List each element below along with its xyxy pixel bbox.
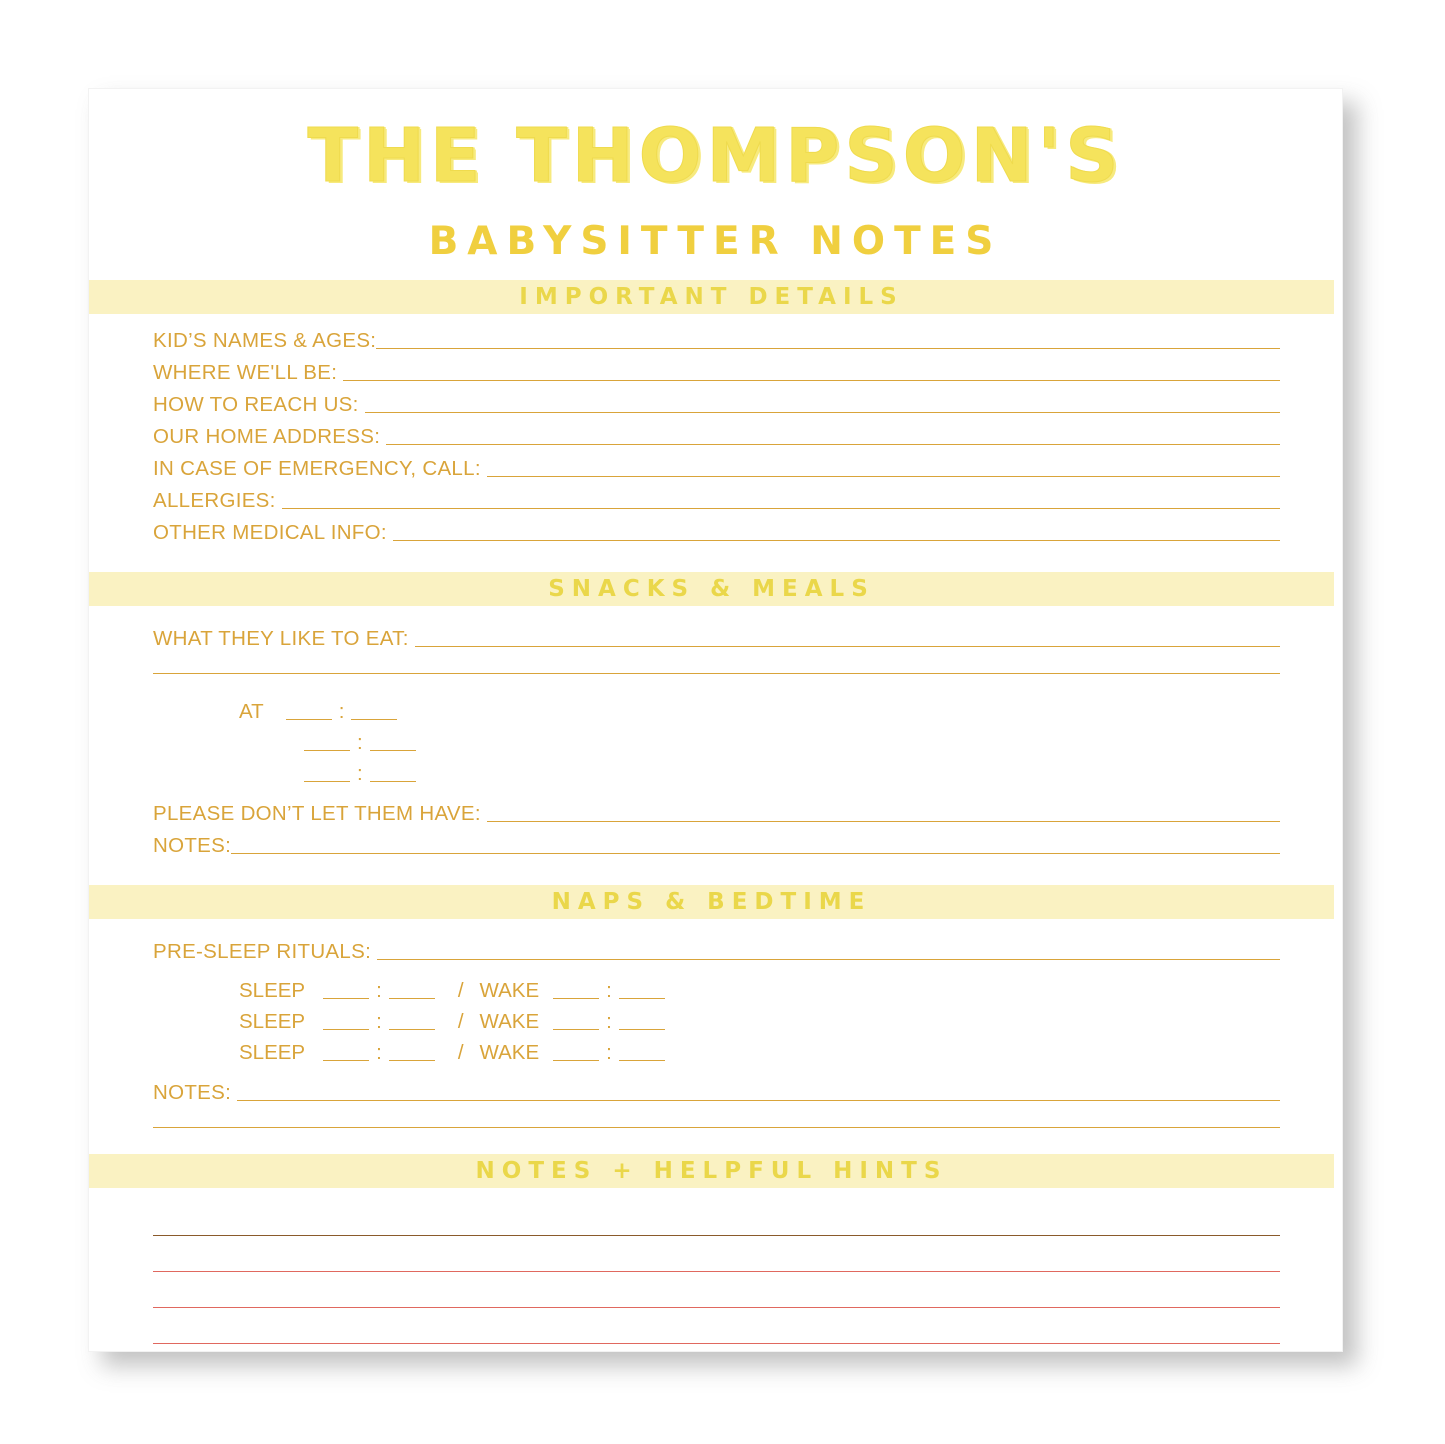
field-input-line[interactable] bbox=[343, 379, 1280, 381]
time-colon: : bbox=[357, 762, 363, 785]
hour-blank[interactable] bbox=[304, 749, 350, 751]
field-input-line[interactable] bbox=[415, 645, 1280, 647]
minute-blank[interactable] bbox=[370, 749, 416, 751]
section-body-important-details bbox=[89, 314, 1342, 572]
wake-hour-blank[interactable] bbox=[553, 1059, 599, 1061]
sleep-wake-row-3[interactable] bbox=[89, 1035, 1342, 1066]
field-input-line[interactable] bbox=[487, 820, 1280, 822]
field-please-dont-let-them-have[interactable] bbox=[89, 795, 1342, 827]
field-allergies[interactable] bbox=[89, 482, 1342, 514]
sleep-hour-blank[interactable] bbox=[323, 1059, 369, 1061]
wake-minute-blank[interactable] bbox=[619, 1059, 665, 1061]
time-colon: : bbox=[376, 979, 382, 1002]
hour-blank[interactable] bbox=[304, 780, 350, 782]
wake-minute-blank[interactable] bbox=[619, 1028, 665, 1030]
section-header-important-details: IMPORTANT DETAILS bbox=[89, 280, 1334, 314]
time-colon: : bbox=[606, 1010, 612, 1033]
field-label: KID’S NAMES & AGES: bbox=[153, 329, 377, 352]
field-label: OUR HOME ADDRESS: bbox=[153, 425, 381, 448]
field-input-line[interactable] bbox=[376, 347, 1280, 349]
wake-minute-blank[interactable] bbox=[619, 997, 665, 999]
time-colon: : bbox=[606, 1041, 612, 1064]
field-label: NOTES: bbox=[153, 834, 232, 857]
wake-label: WAKE bbox=[479, 979, 540, 1002]
time-colon: : bbox=[376, 1010, 382, 1033]
field-input-line[interactable] bbox=[365, 411, 1280, 413]
wake-label: WAKE bbox=[479, 1041, 540, 1064]
sleep-minute-blank[interactable] bbox=[389, 1059, 435, 1061]
field-label: ALLERGIES: bbox=[153, 489, 276, 512]
hour-blank[interactable] bbox=[286, 718, 332, 720]
field-input-line[interactable] bbox=[282, 507, 1280, 509]
field-label: NOTES: bbox=[153, 1081, 232, 1104]
sleep-minute-blank[interactable] bbox=[389, 997, 435, 999]
sleep-wake-row-1[interactable] bbox=[89, 973, 1342, 1004]
section-body-snacks-meals bbox=[89, 606, 1342, 885]
meal-time-row-3[interactable] bbox=[89, 756, 1342, 787]
sleep-label: SLEEP bbox=[239, 1041, 306, 1064]
separator: / bbox=[457, 979, 464, 1002]
field-label: WHAT THEY LIKE TO EAT: bbox=[153, 627, 409, 650]
time-colon: : bbox=[357, 731, 363, 754]
separator: / bbox=[457, 1041, 464, 1064]
field-label: IN CASE OF EMERGENCY, CALL: bbox=[153, 457, 481, 480]
field-kids-names-ages[interactable] bbox=[89, 322, 1342, 354]
section-header-notes-helpful-hints: NOTES + HELPFUL HINTS bbox=[89, 1154, 1334, 1188]
section-body-naps-bedtime bbox=[89, 919, 1342, 1154]
wake-label: WAKE bbox=[479, 1010, 540, 1033]
field-input-line[interactable] bbox=[231, 852, 1280, 854]
section-header-snacks-meals: SNACKS & MEALS bbox=[89, 572, 1334, 606]
field-how-to-reach-us[interactable] bbox=[89, 386, 1342, 418]
field-label: PRE-SLEEP RITUALS: bbox=[153, 940, 372, 963]
time-colon: : bbox=[338, 700, 345, 723]
meal-time-row-2[interactable] bbox=[89, 725, 1342, 756]
sleep-minute-blank[interactable] bbox=[389, 1028, 435, 1030]
sleep-wake-row-2[interactable] bbox=[89, 1004, 1342, 1035]
field-input-line[interactable] bbox=[393, 539, 1280, 541]
field-pre-sleep-rituals[interactable] bbox=[89, 933, 1342, 965]
babysitter-notes-sheet bbox=[88, 88, 1343, 1352]
minute-blank[interactable] bbox=[351, 718, 397, 720]
field-what-they-like-to-eat[interactable] bbox=[89, 620, 1342, 652]
wake-hour-blank[interactable] bbox=[553, 997, 599, 999]
section-body-notes-helpful-hints bbox=[89, 1188, 1342, 1344]
field-label: HOW TO REACH US: bbox=[153, 393, 359, 416]
field-label: WHERE WE'LL BE: bbox=[153, 361, 338, 384]
field-label: OTHER MEDICAL INFO: bbox=[153, 521, 387, 544]
meal-time-row-1[interactable] bbox=[89, 694, 1342, 725]
separator: / bbox=[457, 1010, 464, 1033]
minute-blank[interactable] bbox=[370, 780, 416, 782]
field-input-line[interactable] bbox=[386, 443, 1280, 445]
sleep-hour-blank[interactable] bbox=[323, 1028, 369, 1030]
time-colon: : bbox=[376, 1041, 382, 1064]
field-label: PLEASE DON’T LET THEM HAVE: bbox=[153, 802, 481, 825]
field-our-home-address[interactable] bbox=[89, 418, 1342, 450]
section-header-naps-bedtime: NAPS & BEDTIME bbox=[89, 885, 1334, 919]
field-other-medical-info[interactable] bbox=[89, 514, 1342, 546]
wake-hour-blank[interactable] bbox=[553, 1028, 599, 1030]
field-input-line[interactable] bbox=[487, 475, 1280, 477]
sleep-hour-blank[interactable] bbox=[323, 997, 369, 999]
page-title: THE THOMPSON'S bbox=[307, 113, 1124, 199]
time-colon: : bbox=[606, 979, 612, 1002]
field-snacks-notes[interactable] bbox=[89, 827, 1342, 859]
at-label: AT bbox=[239, 700, 264, 723]
notes-ruled-line[interactable] bbox=[153, 1342, 1280, 1344]
field-naps-notes[interactable] bbox=[89, 1074, 1342, 1106]
sleep-label: SLEEP bbox=[239, 979, 306, 1002]
page-subtitle: BABYSITTER NOTES bbox=[428, 219, 1003, 264]
sleep-label: SLEEP bbox=[239, 1010, 306, 1033]
field-input-line[interactable] bbox=[377, 958, 1280, 960]
field-where-well-be[interactable] bbox=[89, 354, 1342, 386]
field-input-line[interactable] bbox=[237, 1099, 1280, 1101]
field-in-case-of-emergency-call[interactable] bbox=[89, 450, 1342, 482]
